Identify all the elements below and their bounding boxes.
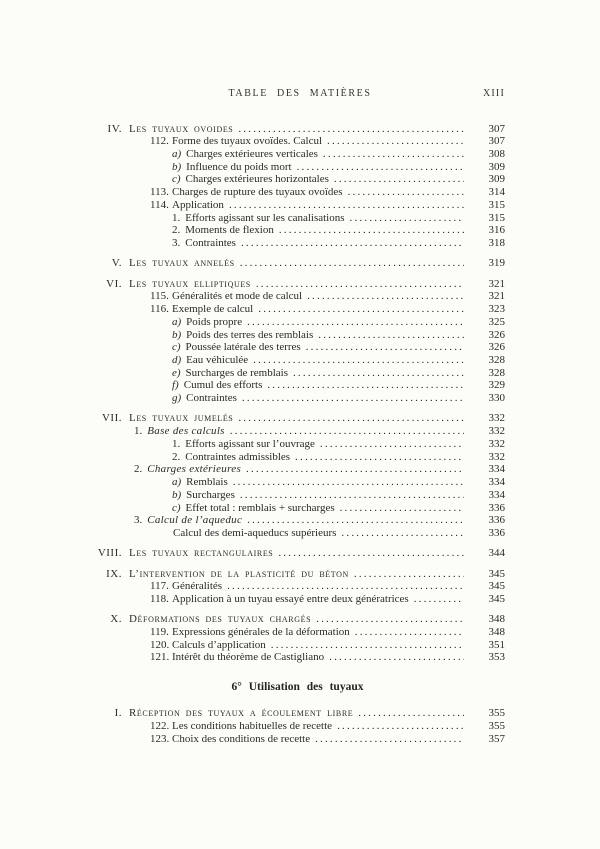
toc-entry-marker: a)	[172, 148, 182, 161]
toc-entry-page: 326	[488, 341, 505, 354]
toc-entry	[62, 651, 505, 664]
toc-entry-marker: g)	[172, 392, 182, 405]
toc-entry-marker: c)	[172, 341, 181, 354]
toc-entry	[62, 199, 505, 212]
toc-entry-marker: b)	[172, 488, 182, 501]
toc-entry-text: Les tuyaux ovoides	[129, 122, 234, 135]
toc-entry	[62, 135, 505, 148]
dot-leader	[315, 733, 464, 746]
toc-entry-text: Les tuyaux elliptiques	[129, 277, 251, 290]
dot-leader	[306, 341, 464, 354]
toc-entry-page: 334	[488, 488, 505, 501]
toc-entry	[62, 379, 505, 392]
dot-leader	[358, 707, 464, 720]
toc-entry-page: 332	[488, 450, 505, 463]
toc-entry-text: Expressions générales de la déformation	[172, 626, 350, 639]
toc-entry	[62, 425, 505, 438]
toc-entry-numeral: V.	[111, 257, 122, 270]
dot-leader	[295, 451, 464, 464]
toc-entry	[62, 290, 505, 303]
toc-entry	[62, 392, 505, 405]
dot-leader	[238, 123, 464, 136]
toc-entry-marker: 2.	[172, 224, 181, 237]
toc-entry-marker: a)	[172, 315, 182, 328]
toc-entry-text: Forme des tuyaux ovoïdes. Calcul	[172, 135, 323, 148]
toc-entry-page: 345	[488, 593, 505, 605]
toc-entry	[62, 278, 505, 291]
toc-entry-text: Choix des conditions de recette	[172, 732, 311, 745]
toc-entry-text: Les tuyaux rectangulaires	[129, 547, 274, 560]
toc-entry	[62, 412, 505, 425]
dot-leader	[340, 502, 464, 515]
toc-entry-text: Généralités	[172, 580, 223, 593]
toc-entry-page: 325	[488, 315, 505, 328]
dot-leader	[279, 224, 464, 237]
toc-entry-page: 329	[488, 379, 505, 392]
toc-entry-page: 328	[488, 354, 505, 366]
toc-entry-numeral: VI.	[106, 277, 122, 290]
toc-entry-text: Réception des tuyaux a écoulement libre	[129, 707, 354, 720]
toc-entry	[62, 613, 505, 626]
dot-leader	[307, 290, 464, 303]
toc-entry-marker: 3.	[134, 514, 143, 527]
toc-entry-page: 353	[488, 651, 505, 664]
toc-entry-marker: c)	[172, 173, 181, 186]
toc-entry-marker: 118.	[150, 593, 169, 605]
toc-entry	[62, 316, 505, 329]
toc-entry-page: 336	[488, 501, 505, 514]
toc-entry-page: 318	[488, 237, 505, 250]
toc-entry-page: 307	[488, 135, 505, 148]
toc-entry-page: 328	[488, 366, 505, 379]
dot-leader	[246, 463, 464, 476]
dot-leader	[240, 257, 464, 270]
toc-entry-numeral: IX.	[106, 567, 122, 580]
toc-entry	[62, 476, 505, 489]
toc-entry-page: 348	[488, 626, 505, 639]
toc-entry-text: Influence du poids mort	[186, 160, 292, 173]
toc-entry	[62, 502, 505, 515]
toc-entry-marker: 119.	[150, 626, 169, 639]
toc-entry-page: 348	[488, 613, 505, 626]
toc-entry-text: Les conditions habituelles de recette	[172, 719, 333, 732]
toc-entry	[62, 527, 505, 540]
toc-entry-text: Les tuyaux jumelés	[129, 412, 234, 425]
dot-leader	[293, 367, 464, 380]
dot-leader	[258, 303, 464, 316]
folio-page-number: XIII	[482, 88, 505, 99]
toc-entry-marker: 122.	[150, 719, 170, 732]
toc-entry	[62, 303, 505, 316]
toc-entry	[62, 733, 505, 746]
toc-entry-page: 334	[488, 463, 505, 476]
dot-leader	[267, 379, 464, 392]
toc-entry-page: 344	[488, 547, 505, 560]
toc-entry	[62, 514, 505, 527]
toc-entry	[62, 720, 505, 733]
toc-entry-text: Remblais	[186, 476, 228, 489]
toc-entry-marker: 1.	[172, 437, 181, 450]
toc-entry-text: Intérêt du théorème de Castigliano	[172, 651, 325, 664]
toc-entry-text: Base des calculs	[147, 425, 225, 438]
toc-entry-page: 330	[488, 392, 505, 405]
toc-entry-marker: c)	[172, 501, 181, 514]
toc-entry-page: 355	[488, 719, 505, 732]
toc-entry-page: 334	[488, 476, 505, 489]
toc-entry	[62, 173, 505, 186]
toc-entry-text: Généralités et mode de calcul	[172, 290, 303, 303]
toc-entry-page: 332	[488, 412, 505, 425]
toc-entry-page: 321	[488, 277, 505, 290]
toc-entry-text: Calcul des demi-aqueducs supérieurs	[173, 526, 337, 539]
dot-leader	[271, 639, 464, 652]
dot-leader	[354, 568, 464, 581]
dot-leader	[334, 173, 464, 186]
toc-entry-page: 351	[488, 638, 505, 651]
toc-entry	[62, 186, 505, 199]
toc-entry-marker: 1.	[172, 211, 181, 224]
toc-entry-marker: 3.	[172, 237, 181, 250]
toc-entry	[62, 593, 505, 606]
dot-leader	[327, 135, 464, 148]
dot-leader	[323, 148, 464, 161]
toc-entry	[62, 161, 505, 174]
toc-entry-numeral: IV.	[107, 122, 122, 135]
toc-entry-text: Moments de flexion	[185, 224, 274, 237]
dot-leader	[227, 580, 464, 593]
toc-entry-page: 307	[488, 122, 505, 135]
toc-entry-text: Exemple de calcul	[172, 303, 254, 316]
toc-entry-page: 315	[488, 198, 505, 211]
toc-entry	[62, 463, 505, 476]
toc-entry-marker: b)	[172, 160, 182, 173]
dot-leader	[238, 412, 464, 425]
dot-leader	[297, 161, 464, 174]
toc-entry-text: Charges extérieures	[147, 463, 242, 476]
toc-entry-marker: 1.	[134, 425, 143, 438]
toc-entry-marker: d)	[172, 354, 182, 366]
dot-leader	[233, 476, 464, 489]
toc-entry	[62, 438, 505, 451]
toc-entry-page: 336	[488, 514, 505, 527]
toc-entry-marker: 123.	[150, 732, 170, 745]
toc-entry-numeral: VII.	[101, 412, 122, 425]
toc-entry-page: 308	[488, 148, 505, 161]
toc-entry	[62, 451, 505, 464]
toc-entry-text: Efforts agissant sur les canalisations	[185, 211, 345, 224]
toc-entry	[62, 707, 505, 720]
toc-entry-marker: 112.	[150, 135, 169, 148]
toc-entry-text: Contraintes admissibles	[185, 450, 291, 463]
toc-entry-text: Poids propre	[186, 315, 243, 328]
toc-entry-page: 309	[488, 173, 505, 186]
toc-entry-marker: 116.	[150, 303, 169, 316]
dot-leader	[355, 626, 464, 639]
toc-entry-marker: 113.	[150, 186, 169, 199]
toc-entry-page: 332	[488, 437, 505, 450]
toc-entry-page: 355	[488, 707, 505, 720]
dot-leader	[247, 316, 464, 329]
toc-entry-marker: 117.	[150, 580, 169, 593]
toc-entry-marker: 2.	[172, 450, 181, 463]
dot-leader	[253, 354, 464, 367]
toc-entry-page: 345	[488, 567, 505, 580]
toc-entry-marker: a)	[172, 476, 182, 489]
dot-leader	[278, 547, 464, 560]
toc-entry	[62, 257, 505, 270]
toc-entry	[62, 224, 505, 237]
dot-leader	[230, 425, 464, 438]
toc-entry	[62, 123, 505, 136]
dot-leader	[240, 489, 464, 502]
dot-leader	[256, 278, 464, 291]
toc-entry-numeral: X.	[110, 613, 122, 626]
dot-leader	[241, 237, 464, 250]
dot-leader	[247, 514, 464, 527]
toc-entry-page: 314	[488, 186, 505, 199]
toc-entry-text: Les tuyaux annelés	[129, 257, 235, 270]
toc-entry-page: 319	[488, 257, 505, 270]
toc-entry-page: 321	[488, 290, 505, 303]
toc-entry-numeral: I.	[114, 707, 122, 720]
toc-entry-marker: e)	[172, 366, 181, 379]
toc-entry-text: Efforts agissant sur l’ouvrage	[185, 437, 315, 450]
toc-entry-page: 316	[488, 224, 505, 237]
toc-entry-marker: 121.	[150, 651, 170, 664]
toc-entry-page: 309	[488, 160, 505, 173]
page-title: TABLE DES MATIÈRES	[228, 88, 372, 99]
dot-leader	[329, 651, 464, 664]
toc-entry-text: Contraintes	[185, 237, 236, 250]
toc-entry	[62, 341, 505, 354]
toc-entry-text: Charges de rupture des tuyaux ovoïdes	[172, 186, 343, 199]
dot-leader	[341, 527, 464, 540]
toc-entry	[62, 354, 505, 367]
dot-leader	[229, 199, 464, 212]
toc-entry-text: Application	[172, 198, 224, 211]
toc-entry-text: Charges extérieures verticales	[186, 148, 318, 161]
toc-entry-page: 345	[488, 580, 505, 593]
toc-entry-text: Surcharges	[186, 488, 235, 501]
toc-entry-page: 323	[488, 303, 505, 316]
toc-entry	[62, 580, 505, 593]
toc-entry-text: Cumul des efforts	[183, 379, 263, 392]
toc-entry-text: Charges extérieures horizontales	[185, 173, 329, 186]
toc-entry-text: Contraintes	[186, 392, 237, 405]
toc-list	[62, 115, 505, 745]
toc-entry	[62, 626, 505, 639]
toc-entry-page: 326	[488, 328, 505, 341]
toc-entry-text: Calculs d’application	[172, 638, 266, 651]
toc-entry	[62, 237, 505, 250]
toc-entry-text: Poussée latérale des terres	[185, 341, 301, 354]
toc-entry-marker: 2.	[134, 463, 143, 476]
toc-entry-numeral: VIII.	[97, 547, 122, 560]
dot-leader	[350, 212, 464, 225]
toc-entry	[62, 568, 505, 581]
toc-entry-text: Déformations des tuyaux chargés	[129, 613, 312, 626]
dot-leader	[348, 186, 464, 199]
toc-entry-text: Surcharges de remblais	[185, 366, 288, 379]
dot-leader	[337, 720, 464, 733]
toc-entry-page: 357	[488, 732, 505, 745]
dot-leader	[242, 392, 464, 405]
toc-entry-marker: 114.	[150, 198, 169, 211]
dot-leader	[414, 593, 464, 606]
toc-entry-marker: b)	[172, 328, 182, 341]
dot-leader	[316, 613, 464, 626]
toc-entry-marker: 115.	[150, 290, 169, 303]
toc-entry-text: L’intervention de la plasticité du béton	[129, 567, 349, 580]
toc-entry-page: 315	[488, 211, 505, 224]
toc-entry-text: Eau véhiculée	[186, 354, 249, 366]
toc-entry	[62, 547, 505, 560]
toc-entry	[62, 489, 505, 502]
dot-leader	[318, 329, 464, 342]
toc-entry-text: Application à un tuyau essayé entre deux génératrices	[172, 593, 409, 605]
toc-entry	[62, 212, 505, 225]
section-heading: 6° Utilisation des tuyaux	[231, 681, 364, 694]
toc-entry-text: Calcul de l’aqueduc	[147, 514, 243, 527]
toc-entry	[62, 329, 505, 342]
toc-entry	[62, 639, 505, 652]
toc-entry	[62, 367, 505, 380]
toc-entry	[62, 148, 505, 161]
toc-entry-text: Effet total : remblais + surcharges	[185, 501, 335, 514]
toc-entry-text: Poids des terres des remblais	[186, 328, 314, 341]
dot-leader	[320, 438, 464, 451]
toc-entry-page: 332	[488, 425, 505, 438]
toc-entry-page: 336	[488, 526, 505, 539]
toc-entry-marker: f)	[172, 379, 179, 392]
toc-entry-marker: 120.	[150, 638, 170, 651]
